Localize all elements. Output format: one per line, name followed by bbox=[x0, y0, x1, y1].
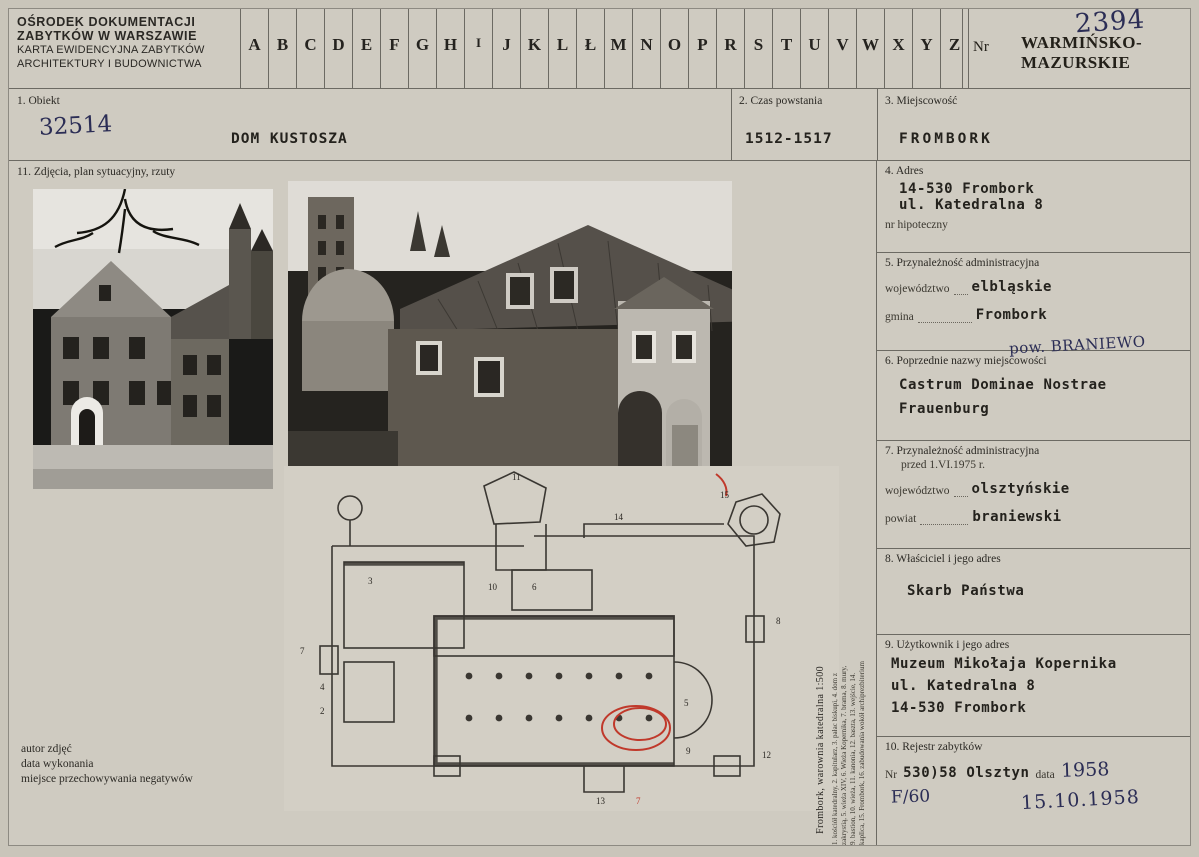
powiat-key: powiat bbox=[885, 513, 917, 525]
svg-text:7: 7 bbox=[300, 646, 305, 656]
adres-label: 4. Adres bbox=[885, 165, 924, 177]
powiat-handwritten: pow. BRANIEWO bbox=[1009, 332, 1147, 358]
czas-label: 2. Czas powstania bbox=[739, 95, 823, 107]
alphabet-letter: P bbox=[697, 35, 708, 54]
przynaleznosc2-label: 7. Przynależność administracyjna bbox=[885, 445, 1040, 457]
svg-text:14: 14 bbox=[614, 512, 623, 522]
voivodeship-name bbox=[1021, 33, 1186, 73]
site-plan-drawing[interactable] bbox=[284, 466, 839, 811]
gmina-value: Frombork bbox=[975, 307, 1048, 323]
org-line-1: OŚRODEK DOKUMENTACJI bbox=[17, 15, 196, 29]
record-card bbox=[8, 4, 1191, 846]
alphabet-letter: R bbox=[724, 35, 737, 54]
alphabet-letter: G bbox=[415, 35, 430, 54]
wojewodztwo2-value: olsztyńskie bbox=[971, 481, 1070, 497]
photo-2-graphic bbox=[288, 181, 732, 466]
alphabet-cell-h[interactable] bbox=[437, 9, 465, 89]
wojewodztwo-row bbox=[885, 279, 1182, 295]
alphabet-letter: J bbox=[502, 35, 511, 54]
alphabet-letter: U bbox=[808, 35, 821, 54]
alphabet-letter: M bbox=[610, 35, 627, 54]
adres-line-2: ul. Katedralna 8 bbox=[899, 197, 1044, 213]
alphabet-cell-j[interactable] bbox=[493, 9, 521, 89]
wlasciciel-label: 8. Właściciel i jego adres bbox=[885, 553, 1001, 565]
photo-cathedral-complex[interactable] bbox=[288, 181, 732, 466]
alphabet-cell-r[interactable] bbox=[717, 9, 745, 89]
alphabet-cell-y[interactable] bbox=[913, 9, 941, 89]
alphabet-cell-n[interactable] bbox=[633, 9, 661, 89]
org-line-3: KARTA EWIDENCYJNA ZABYTKÓW bbox=[17, 44, 205, 56]
org-line-2: ZABYTKÓW W WARSZAWIE bbox=[17, 29, 198, 43]
alphabet-letter: K bbox=[527, 35, 542, 54]
voivodeship-line-1: WARMIŃSKO- bbox=[1021, 33, 1143, 52]
poprzednia-nazwa-2: Frauenburg bbox=[899, 401, 990, 417]
org-line-4: ARCHITEKTURY I BUDOWNICTWA bbox=[17, 58, 202, 70]
svg-text:11: 11 bbox=[512, 472, 521, 482]
wojewodztwo2-key: województwo bbox=[885, 485, 950, 497]
przynaleznosc2-sub: przed 1.VI.1975 r. bbox=[901, 459, 985, 471]
alphabet-letter: Z bbox=[948, 35, 961, 54]
alphabet-cell-l[interactable] bbox=[549, 9, 577, 89]
miejscowosc-label: 3. Miejscowość bbox=[885, 95, 958, 107]
svg-text:12: 12 bbox=[762, 750, 771, 760]
hipoteczny-label: nr hipoteczny bbox=[885, 219, 948, 231]
przynaleznosc-label: 5. Przynależność administracyjna bbox=[885, 257, 1040, 269]
dotted-leader bbox=[918, 310, 972, 323]
alphabet-letter: Y bbox=[920, 35, 933, 54]
alphabet-cell-lstroke[interactable] bbox=[577, 9, 605, 89]
rejestr-nr-key: Nr bbox=[885, 769, 898, 781]
svg-text:10: 10 bbox=[488, 582, 497, 592]
poprzednie-label: 6. Poprzednie nazwy miejscowości bbox=[885, 355, 1047, 367]
negatives-location-label: miejsce przechowywania negatywów bbox=[21, 773, 193, 785]
alphabet-letter: N bbox=[640, 35, 653, 54]
alphabet-cell-e[interactable] bbox=[353, 9, 381, 89]
alphabet-letter: I bbox=[475, 35, 482, 50]
uzytkownik-line-3: 14-530 Frombork bbox=[891, 700, 1027, 716]
alphabet-cell-d[interactable] bbox=[325, 9, 353, 89]
obiekt-label: 1. Obiekt bbox=[17, 95, 60, 107]
zdjecia-label: 11. Zdjęcia, plan sytuacyjny, rzuty bbox=[17, 166, 176, 178]
alphabet-letter: L bbox=[556, 35, 569, 54]
alphabet-letter: W bbox=[862, 35, 879, 54]
alphabet-letter: T bbox=[780, 35, 793, 54]
alphabet-letter: H bbox=[443, 35, 458, 54]
field-wlasciciel bbox=[877, 549, 1190, 635]
alphabet-letter: S bbox=[753, 35, 764, 54]
alphabet-cell-t[interactable] bbox=[773, 9, 801, 89]
record-number-label: Nr bbox=[973, 39, 989, 55]
alphabet-letter: X bbox=[892, 35, 905, 54]
dotted-leader bbox=[954, 282, 968, 295]
alphabet-cell-x[interactable] bbox=[885, 9, 913, 89]
gmina-key: gmina bbox=[885, 311, 914, 323]
alphabet-letter: O bbox=[667, 35, 682, 54]
alphabet-letter: Ł bbox=[584, 35, 597, 54]
wojewodztwo-value: elbląskie bbox=[971, 279, 1052, 295]
alphabet-letter: B bbox=[276, 35, 289, 54]
adres-line-1: 14-530 Frombork bbox=[899, 181, 1035, 197]
alphabet-index-strip bbox=[240, 9, 969, 89]
svg-text:2: 2 bbox=[320, 706, 325, 716]
svg-text:15: 15 bbox=[720, 490, 729, 500]
alphabet-cell-s[interactable] bbox=[745, 9, 773, 89]
alphabet-cell-k[interactable] bbox=[521, 9, 549, 89]
photo-building-exterior[interactable] bbox=[33, 189, 273, 489]
signature-date: 15.10.1958 bbox=[1020, 785, 1141, 815]
field-adres bbox=[877, 161, 1190, 253]
voivodeship-line-2: MAZURSKIE bbox=[1021, 53, 1131, 72]
alphabet-cell-g[interactable] bbox=[409, 9, 437, 89]
svg-text:3: 3 bbox=[368, 576, 373, 586]
rejestr-values-row bbox=[885, 759, 1182, 781]
wojewodztwo-key: województwo bbox=[885, 283, 950, 295]
rejestr-data-key: data bbox=[1035, 769, 1055, 781]
czas-value: 1512-1517 bbox=[745, 131, 833, 147]
alphabet-cell-i[interactable] bbox=[465, 9, 493, 89]
photo-credits-block bbox=[21, 742, 193, 787]
alphabet-letter: V bbox=[836, 35, 849, 54]
rejestr-data-value: 1958 bbox=[1060, 758, 1110, 782]
obiekt-value: DOM KUSTOSZA bbox=[231, 131, 348, 147]
object-row bbox=[9, 89, 1190, 161]
alphabet-cell-w[interactable] bbox=[857, 9, 885, 89]
miejscowosc-value: FROMBORK bbox=[899, 131, 993, 147]
alphabet-letter: E bbox=[360, 35, 373, 54]
alphabet-cell-c[interactable] bbox=[297, 9, 325, 89]
wlasciciel-value: Skarb Państwa bbox=[907, 583, 1025, 599]
svg-text:5: 5 bbox=[684, 698, 689, 708]
gmina-row bbox=[885, 307, 1182, 323]
plan-graphic bbox=[284, 466, 839, 811]
poprzednia-nazwa-1: Castrum Dominae Nostrae bbox=[899, 377, 1107, 393]
svg-text:4: 4 bbox=[320, 682, 325, 692]
uzytkownik-label: 9. Użytkownik i jego adres bbox=[885, 639, 1010, 651]
alphabet-cell-a[interactable] bbox=[241, 9, 269, 89]
alphabet-cell-o[interactable] bbox=[661, 9, 689, 89]
signature-reference: F/60 bbox=[890, 786, 931, 808]
svg-text:9: 9 bbox=[686, 746, 691, 756]
alphabet-cell-b[interactable] bbox=[269, 9, 297, 89]
divider bbox=[731, 89, 732, 161]
alphabet-letter: D bbox=[332, 35, 345, 54]
svg-text:8: 8 bbox=[776, 616, 781, 626]
illustrations-pane bbox=[9, 161, 877, 845]
alphabet-cell-m[interactable] bbox=[605, 9, 633, 89]
rejestr-label: 10. Rejestr zabytków bbox=[885, 741, 983, 753]
powiat-row bbox=[885, 509, 1182, 525]
plan-caption: Frombork, warownia katedralna 1:500 bbox=[815, 666, 826, 834]
uzytkownik-line-1: Muzeum Mikołaja Kopernika bbox=[891, 656, 1117, 672]
alphabet-cell-p[interactable] bbox=[689, 9, 717, 89]
alphabet-letter: F bbox=[389, 35, 400, 54]
uzytkownik-line-2: ul. Katedralna 8 bbox=[891, 678, 1036, 694]
photo-1-graphic bbox=[33, 189, 273, 489]
plan-caption-legend: 1. kościół katedralny, 2. kapitularz, 3. pałac biskupi, 4. dom z zakrystią, 5. wieża XIV, 6. Wieża Kopernika, 7. brama, 8. mury, 9. bastion, 10. wieża, 11. kanonia, 12. baszta, 13. wejście, 14. kaplica, 15. Frombork, 16. zabudowania wokół archiprezbiterium bbox=[831, 661, 866, 845]
alphabet-letter: C bbox=[304, 35, 317, 54]
field-rejestr-zabytkow bbox=[877, 737, 1190, 857]
alphabet-cell-f[interactable] bbox=[381, 9, 409, 89]
organization-block bbox=[17, 15, 232, 71]
field-przynaleznosc-przed-1975 bbox=[877, 441, 1190, 549]
record-number-box bbox=[962, 4, 1190, 89]
card-header bbox=[9, 4, 1190, 89]
field-poprzednie-nazwy bbox=[877, 351, 1190, 441]
rejestr-nr-value: 530)58 Olsztyn bbox=[903, 765, 1030, 781]
field-uzytkownik bbox=[877, 635, 1190, 737]
divider bbox=[877, 89, 878, 161]
record-number-handwritten: 2394 bbox=[1074, 4, 1147, 40]
dotted-leader bbox=[954, 484, 968, 497]
svg-text:7: 7 bbox=[636, 796, 641, 806]
alphabet-letter: A bbox=[248, 35, 261, 54]
photo-date-label: data wykonania bbox=[21, 758, 94, 770]
svg-text:13: 13 bbox=[596, 796, 605, 806]
field-przynaleznosc-admin bbox=[877, 253, 1190, 358]
dotted-leader bbox=[920, 512, 968, 525]
wojewodztwo2-row bbox=[885, 481, 1182, 497]
inventory-number-handwritten: 32514 bbox=[38, 111, 113, 141]
signature-row bbox=[885, 785, 1182, 819]
alphabet-cell-v[interactable] bbox=[829, 9, 857, 89]
alphabet-cell-u[interactable] bbox=[801, 9, 829, 89]
powiat-value: braniewski bbox=[972, 509, 1062, 525]
photo-author-label: autor zdjęć bbox=[21, 743, 72, 755]
svg-text:6: 6 bbox=[532, 582, 537, 592]
metadata-pane bbox=[877, 161, 1190, 845]
